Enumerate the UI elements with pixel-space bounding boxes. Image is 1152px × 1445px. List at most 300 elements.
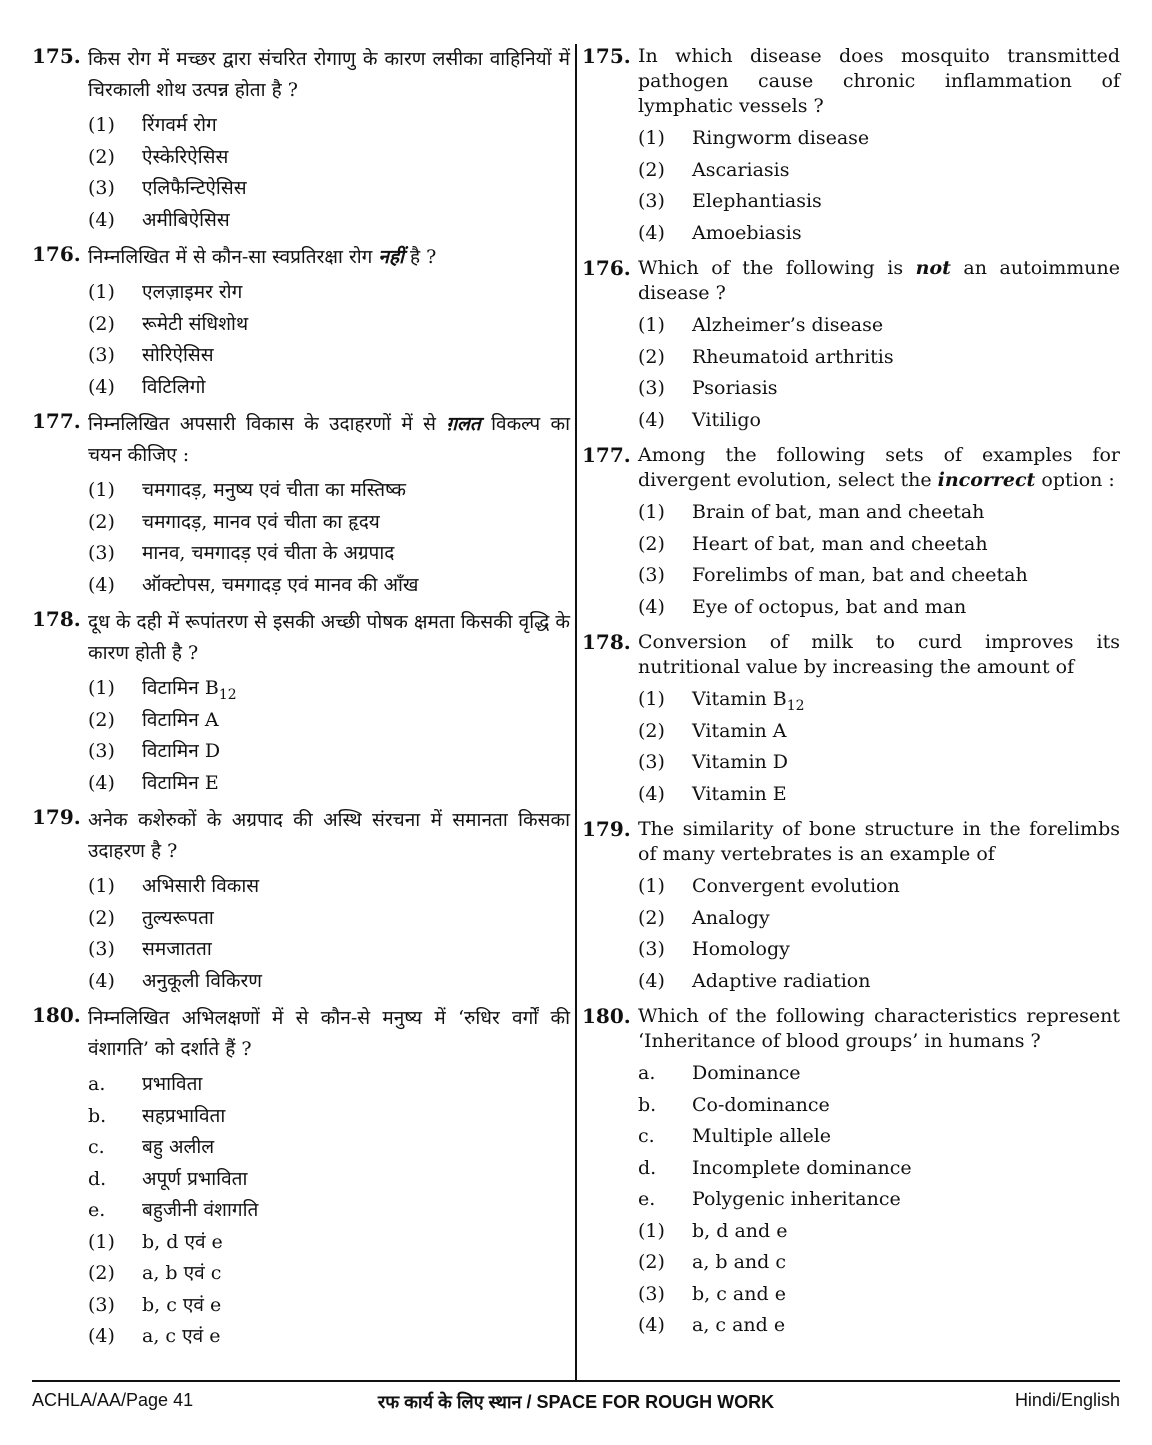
option-text-main: Adaptive radiation (692, 969, 871, 992)
option-text-main: विटामिन E (142, 771, 219, 794)
question-180 (582, 1004, 1120, 1342)
question-text-part: विकल्प का चयन कीजिए : (88, 413, 570, 466)
option-text (142, 903, 570, 935)
option-text-main: Forelimbs of man, bat and cheetah (692, 564, 1028, 586)
option-item (88, 142, 570, 174)
question-text (638, 1004, 1120, 1054)
option-item (638, 1121, 1120, 1153)
question-text-part: अनेक कशेरुकों के अग्रपाद की अस्थि संरचना में समानता किसका उदाहरण है ? (88, 809, 570, 862)
option-text (142, 1290, 570, 1322)
option-text-main: बहु अलील (142, 1136, 215, 1158)
option-label: (3) (88, 938, 115, 960)
question-text-part: Which of the following is (638, 257, 916, 279)
question-text-part: निम्नलिखित अपसारी विकास के उदाहरणों में से (88, 413, 447, 435)
option-item (88, 340, 570, 372)
option-text-main: अनुकूली विकिरण (142, 969, 263, 992)
question-179 (582, 817, 1120, 997)
option-label: (2) (638, 1251, 665, 1273)
option-text (142, 372, 570, 404)
option-text (142, 966, 570, 998)
option-text-main: एलज़ाइमर रोग (142, 281, 243, 303)
option-item (638, 779, 1120, 811)
option-text (692, 373, 1120, 405)
option-text (692, 560, 1120, 592)
option-item (88, 1321, 570, 1353)
options-list (88, 673, 570, 799)
option-item (88, 507, 570, 539)
option-label: b. (638, 1093, 657, 1116)
options-list (88, 475, 570, 601)
option-label: (2) (88, 145, 115, 168)
option-text-main: b, d एवं e (142, 1230, 223, 1253)
question-177 (582, 443, 1120, 623)
option-text-main: ऐस्केरिऐसिस (142, 145, 229, 168)
option-item (88, 903, 570, 935)
question-text (88, 44, 570, 106)
question-text (88, 805, 570, 867)
option-item (638, 186, 1120, 218)
option-text-main: b, c एवं e (142, 1293, 222, 1316)
option-label: (1) (88, 875, 115, 897)
option-text-main: Amoebiasis (692, 221, 802, 244)
question-text (638, 44, 1120, 119)
option-label: (1) (638, 875, 665, 897)
language-label: Hindi/English (1014, 1390, 1120, 1410)
option-item (88, 1290, 570, 1322)
option-item (88, 277, 570, 309)
option-text (142, 934, 570, 966)
option-item (88, 736, 570, 768)
option-item (638, 123, 1120, 155)
option-label: (4) (88, 771, 115, 794)
question-text (88, 1003, 570, 1065)
options-list (88, 277, 570, 403)
question-175 (32, 44, 570, 236)
option-label: e. (88, 1199, 106, 1221)
option-label: c. (88, 1136, 105, 1158)
option-item (638, 497, 1120, 529)
option-item (638, 310, 1120, 342)
option-label: (3) (88, 344, 115, 366)
question-number: 178. (32, 607, 81, 631)
option-item (88, 372, 570, 404)
option-text-main: चमगादड़, मनुष्य एवं चीता का मस्तिष्क (142, 479, 406, 501)
option-item (88, 871, 570, 903)
option-text (142, 736, 570, 768)
option-text-main: Homology (692, 938, 790, 960)
option-text (692, 123, 1120, 155)
hindi-column (32, 44, 570, 1379)
option-text (692, 1121, 1120, 1153)
question-text-part: निम्नलिखित अभिलक्षणों में से कौन-से मनुष्य में ‘रुधिर वर्गों की वंशागति’ को दर्शाते हैं ? (88, 1007, 570, 1060)
question-number: 177. (582, 443, 631, 467)
option-label: (2) (638, 719, 665, 742)
option-item (638, 1058, 1120, 1090)
option-item (88, 173, 570, 205)
option-item (88, 673, 570, 705)
question-175 (582, 44, 1120, 249)
option-label: (2) (88, 906, 115, 929)
option-text (692, 1310, 1120, 1342)
option-text (692, 747, 1120, 779)
question-180 (32, 1003, 570, 1353)
options-list (88, 871, 570, 997)
question-text-part: Conversion of milk to curd improves its nutritional value by increasing the amount of (638, 631, 1120, 678)
option-label: (1) (88, 677, 115, 699)
option-label: (1) (638, 127, 665, 149)
question-177 (32, 409, 570, 601)
page-footer (32, 1388, 1120, 1416)
option-label: a. (88, 1073, 106, 1095)
option-label: (4) (638, 969, 665, 992)
option-text (142, 277, 570, 309)
question-number: 177. (32, 409, 81, 433)
option-text (692, 1090, 1120, 1122)
option-item (88, 1258, 570, 1290)
question-text-part: है ? (403, 246, 437, 268)
option-text-main: रूमेटी संधिशोथ (142, 312, 249, 335)
option-label: (3) (88, 177, 115, 199)
question-number: 175. (32, 44, 81, 68)
option-item (638, 218, 1120, 250)
question-number: 179. (582, 817, 631, 841)
option-text-main: Vitamin B (692, 688, 787, 710)
option-label: (2) (638, 906, 665, 929)
rough-work-label: रफ कार्य के लिए स्थान / SPACE FOR ROUGH WORK (377, 1392, 775, 1412)
option-text-main: रिंगवर्म रोग (142, 114, 217, 136)
option-text-main: Heart of bat, man and cheetah (692, 532, 988, 555)
question-text (638, 443, 1120, 493)
option-text-main: Dominance (692, 1062, 801, 1084)
option-item (88, 1227, 570, 1259)
question-text-part: The similarity of bone structure in the forelimbs of many vertebrates is an example of (638, 818, 1120, 865)
option-text (142, 309, 570, 341)
question-number: 175. (582, 44, 631, 68)
option-label: (1) (88, 479, 115, 501)
options-list (638, 684, 1120, 810)
options-list (638, 123, 1120, 249)
option-label: (4) (638, 1314, 665, 1336)
option-text-main: विटामिन A (142, 708, 219, 731)
option-text (142, 340, 570, 372)
option-text (692, 1279, 1120, 1311)
option-text (692, 218, 1120, 250)
option-item (638, 529, 1120, 561)
option-item (88, 966, 570, 998)
option-text (142, 1195, 570, 1227)
question-176 (582, 256, 1120, 436)
option-label: (2) (638, 158, 665, 181)
option-text-main: Polygenic inheritance (692, 1188, 901, 1210)
option-item (88, 1101, 570, 1133)
question-176 (32, 242, 570, 403)
option-text-main: बहुजीनी वंशागति (142, 1199, 259, 1221)
option-text (692, 1058, 1120, 1090)
options-list (638, 310, 1120, 436)
option-text-main: Vitiligo (692, 408, 761, 431)
option-text-main: अमीबिऐसिस (142, 208, 230, 231)
option-text-main: Analogy (692, 906, 770, 929)
option-text-main: अभिसारी विकास (142, 875, 260, 897)
option-text-main: विटामिन B (142, 677, 219, 699)
option-text-main: Incomplete dominance (692, 1156, 912, 1179)
option-text (142, 142, 570, 174)
question-text-part: option : (1035, 469, 1115, 491)
question-178 (32, 607, 570, 799)
option-label: (4) (88, 573, 115, 596)
option-item (638, 373, 1120, 405)
option-text (692, 1247, 1120, 1279)
option-text (142, 1101, 570, 1133)
option-label: (3) (638, 1282, 665, 1305)
option-label: (4) (88, 969, 115, 992)
english-column (582, 44, 1120, 1379)
option-text (692, 716, 1120, 748)
option-item (638, 934, 1120, 966)
option-label: (3) (88, 740, 115, 762)
option-text (692, 871, 1120, 903)
option-item (638, 966, 1120, 998)
option-item (638, 684, 1120, 716)
option-text (142, 1227, 570, 1259)
option-text (142, 1164, 570, 1196)
question-number: 180. (32, 1003, 81, 1027)
option-item (638, 1216, 1120, 1248)
option-item (638, 1184, 1120, 1216)
option-text (692, 155, 1120, 187)
question-number: 178. (582, 630, 631, 654)
option-text-main: सहप्रभाविता (142, 1104, 226, 1127)
option-label: (1) (88, 1230, 115, 1253)
question-text (638, 817, 1120, 867)
option-label: (2) (88, 1262, 115, 1284)
option-text (142, 173, 570, 205)
option-text-main: मानव, चमगादड़ एवं चीता के अग्रपाद (142, 542, 395, 564)
option-text-main: Brain of bat, man and cheetah (692, 501, 985, 523)
question-179 (32, 805, 570, 997)
option-text-main: एलिफैन्टिऐसिस (142, 177, 247, 199)
option-item (638, 747, 1120, 779)
option-item (88, 205, 570, 237)
column-divider (575, 44, 577, 1380)
emphasized-word: incorrect (937, 469, 1036, 491)
option-label: (1) (638, 688, 665, 710)
option-text (142, 475, 570, 507)
question-text-part: Which of the following characteristics represent ‘Inheritance of blood groups’ in humans ? (638, 1005, 1120, 1052)
option-label: e. (638, 1188, 656, 1210)
option-label: (2) (638, 532, 665, 555)
option-text-main: सोरिऐसिस (142, 344, 214, 366)
subscript: 12 (786, 697, 805, 714)
option-text (692, 1216, 1120, 1248)
option-text-main: Convergent evolution (692, 875, 900, 897)
option-text (142, 673, 570, 705)
option-label: (2) (88, 510, 115, 533)
emphasized-word: नहीं (378, 246, 404, 268)
question-text-part: निम्नलिखित में से कौन-सा स्वप्रतिरक्षा रोग (88, 246, 379, 268)
option-item (638, 1279, 1120, 1311)
question-text (638, 630, 1120, 680)
options-list (638, 871, 1120, 997)
option-item (88, 705, 570, 737)
option-text-main: Vitamin D (692, 751, 789, 773)
option-item (638, 1153, 1120, 1185)
page-code: ACHLA/AA/Page 41 (32, 1390, 194, 1410)
option-text (692, 592, 1120, 624)
options-list (638, 1058, 1120, 1342)
option-text (692, 529, 1120, 561)
question-text-part: In which disease does mosquito transmitted pathogen cause chronic inflammation of lymphatic vessels ? (638, 45, 1120, 117)
option-item (88, 1069, 570, 1101)
option-label: (3) (638, 751, 665, 773)
option-item (638, 871, 1120, 903)
option-text-main: a, b एवं c (142, 1262, 222, 1284)
question-number: 176. (582, 256, 631, 280)
option-text-main: b, d and e (692, 1219, 788, 1242)
option-label: (1) (638, 1219, 665, 1242)
option-text-main: b, c and e (692, 1282, 786, 1305)
option-label: (4) (638, 595, 665, 618)
option-label: (4) (88, 1325, 115, 1347)
options-list (638, 497, 1120, 623)
option-text-main: तुल्यरूपता (142, 906, 214, 929)
option-text (692, 405, 1120, 437)
option-item (88, 1132, 570, 1164)
option-text-main: विटामिन D (142, 740, 221, 762)
option-text (692, 779, 1120, 811)
option-item (638, 592, 1120, 624)
option-text (692, 1184, 1120, 1216)
option-item (638, 1090, 1120, 1122)
option-text-main: प्रभाविता (142, 1073, 203, 1095)
emphasized-word: ग़लत (446, 413, 481, 435)
option-text (692, 1153, 1120, 1185)
question-178 (582, 630, 1120, 810)
option-item (638, 560, 1120, 592)
option-label: c. (638, 1125, 655, 1147)
option-text (692, 497, 1120, 529)
footer-rule (32, 1380, 1120, 1382)
option-text (692, 310, 1120, 342)
option-item (88, 110, 570, 142)
question-text (638, 256, 1120, 306)
option-text (142, 205, 570, 237)
option-label: d. (88, 1167, 107, 1190)
option-text-main: a, b and c (692, 1251, 787, 1273)
option-label: (1) (88, 114, 115, 136)
option-text (142, 1069, 570, 1101)
option-item (88, 570, 570, 602)
option-text-main: Ringworm disease (692, 127, 870, 149)
option-label: (4) (638, 782, 665, 805)
option-text (142, 538, 570, 570)
option-item (88, 475, 570, 507)
question-text (88, 242, 570, 273)
option-label: (4) (88, 375, 115, 398)
option-label: (1) (88, 281, 115, 303)
option-text-main: Co-dominance (692, 1093, 830, 1116)
option-label: (3) (638, 564, 665, 586)
option-text (142, 1321, 570, 1353)
option-text-main: Alzheimer’s disease (692, 314, 884, 336)
option-text (692, 934, 1120, 966)
option-text-main: ऑक्टोपस, चमगादड़ एवं मानव की आँख (142, 573, 419, 596)
option-label: (4) (638, 408, 665, 431)
option-label: (3) (88, 542, 115, 564)
question-text-part: Among the following sets of examples for divergent evolution, select the (638, 444, 1120, 491)
option-text-main: Multiple allele (692, 1125, 832, 1147)
option-item (88, 1195, 570, 1227)
option-text-main: विटिलिगो (142, 375, 206, 398)
option-item (88, 309, 570, 341)
option-text-main: चमगादड़, मानव एवं चीता का हृदय (142, 510, 380, 533)
subscript: 12 (218, 686, 237, 703)
question-text-part: किस रोग में मच्छर द्वारा संचरित रोगाणु के कारण लसीका वाहिनियों में चिरकाली शोथ उत्पन्न होता है ? (88, 48, 570, 101)
option-text (142, 705, 570, 737)
option-text-main: a, c एवं e (142, 1325, 221, 1347)
option-label: (3) (638, 938, 665, 960)
option-text (142, 110, 570, 142)
option-label: (2) (88, 312, 115, 335)
option-item (638, 405, 1120, 437)
option-label: (1) (638, 501, 665, 523)
option-label: (3) (638, 377, 665, 399)
option-text-main: Psoriasis (692, 377, 778, 399)
option-text (142, 1258, 570, 1290)
option-text (142, 768, 570, 800)
option-item (88, 768, 570, 800)
option-text-main: Vitamin A (692, 719, 787, 742)
option-text-main: Ascariasis (692, 158, 790, 181)
option-text (142, 871, 570, 903)
option-item (638, 1247, 1120, 1279)
option-text (142, 570, 570, 602)
option-label: (3) (638, 190, 665, 212)
option-text-main: Eye of octopus, bat and man (692, 595, 967, 618)
option-item (88, 934, 570, 966)
option-text (692, 186, 1120, 218)
option-text (692, 342, 1120, 374)
option-text (692, 684, 1120, 716)
option-text (142, 1132, 570, 1164)
question-text (88, 607, 570, 669)
option-item (638, 716, 1120, 748)
question-text-part: an autoimmune disease ? (638, 257, 1120, 304)
option-label: d. (638, 1156, 657, 1179)
option-text-main: समजातता (142, 938, 212, 960)
question-number: 179. (32, 805, 81, 829)
option-text-main: Vitamin E (692, 782, 787, 805)
option-label: (2) (638, 345, 665, 368)
option-label: (2) (88, 708, 115, 731)
option-text-main: Rheumatoid arthritis (692, 345, 894, 368)
option-text (142, 507, 570, 539)
options-list (88, 110, 570, 236)
question-text (88, 409, 570, 471)
option-label: b. (88, 1104, 107, 1127)
option-text (692, 903, 1120, 935)
option-label: (1) (638, 314, 665, 336)
option-text-main: अपूर्ण प्रभाविता (142, 1167, 248, 1190)
question-text-part: दूध के दही में रूपांतरण से इसकी अच्छी पोषक क्षमता किसकी वृद्धि के कारण होती है ? (88, 611, 570, 664)
option-item (638, 903, 1120, 935)
option-label: (3) (88, 1293, 115, 1316)
options-list (88, 1069, 570, 1353)
question-number: 180. (582, 1004, 631, 1028)
option-item (638, 155, 1120, 187)
option-item (88, 1164, 570, 1196)
option-item (638, 342, 1120, 374)
